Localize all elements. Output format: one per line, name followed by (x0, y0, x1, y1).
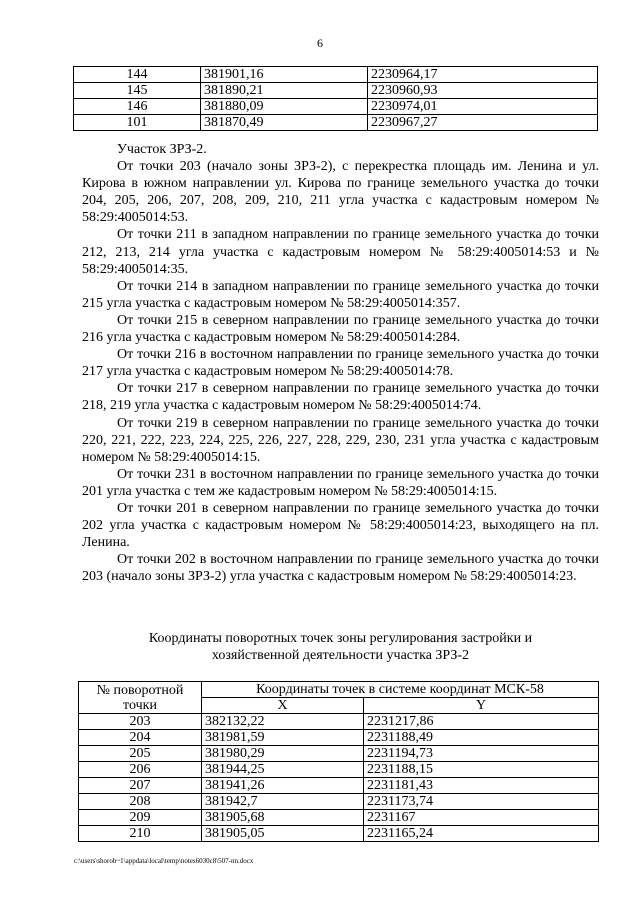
section-paragraph: От точки 214 в западном направлении по границе земельного участка до точки 215 угла участка с кадастровым номером № 58:29:4005014:357. (82, 278, 599, 311)
top-coordinates-table (73, 66, 598, 131)
x-coordinate-cell: 381901,16 (201, 67, 368, 83)
table-row (74, 83, 598, 99)
zrz-2-coordinates-table (78, 681, 599, 842)
section-paragraph: От точки 215 в северном направлении по границе земельного участка до точки 216 угла участка с кадастровым номером № 58:29:4005014:284. (82, 312, 599, 346)
x-coordinate-cell: 381941,26 (202, 778, 364, 794)
y-coordinate-cell: 2230960,93 (368, 83, 598, 99)
section-paragraph: От точки 217 в северном направлении по границе земельного участка до точки 218, 219 угла участка с кадастровым номером № 58:29:4005014:74. (82, 381, 599, 414)
point-number-cell: 145 (74, 83, 201, 99)
x-coordinate-cell: 381905,68 (202, 810, 364, 826)
y-coordinate-cell: 2231217,86 (364, 714, 599, 730)
section-paragraph: От точки 201 в северном направлении по границе земельного участка до точки 202 угла участка с кадастровым номером № 58:29:4005014:23, выходящего на пл. Ленина. (82, 500, 599, 551)
section-zrz-2 (82, 141, 599, 585)
section-paragraph: От точки 231 в восточном направлении по границе земельного участка до точки 201 угла участка с тем же кадастровым номером № 58:29:4005014:15. (82, 466, 599, 499)
x-coordinate-cell: 381942,7 (202, 794, 364, 810)
table-row (79, 746, 599, 762)
table-row (79, 730, 599, 746)
x-coordinate-cell: 381880,09 (201, 99, 368, 115)
y-coordinate-cell: 2231167 (364, 810, 599, 826)
point-number-cell: 146 (74, 99, 201, 115)
table-row (79, 762, 599, 778)
table-row (79, 778, 599, 794)
table-row (79, 714, 599, 730)
file-path-footer: c:\users\shorob~1\appdata\local\temp\notes6030c8\507-nn.docx (74, 857, 254, 865)
point-number-cell: 203 (79, 714, 202, 730)
x-coordinate-cell: 381890,21 (201, 83, 368, 99)
point-number-cell: 210 (79, 826, 202, 842)
point-number-cell: 205 (79, 746, 202, 762)
header-y: Y (364, 698, 599, 714)
y-coordinate-cell: 2231194,73 (364, 746, 599, 762)
point-number-cell: 206 (79, 762, 202, 778)
section-paragraph: От точки 216 в восточном направлении по границе земельного участка до точки 217 угла участка с кадастровым номером № 58:29:4005014:78. (82, 347, 599, 380)
header-coordinate-system: Координаты точек в системе координат МСК-58 (202, 682, 599, 698)
point-number-cell: 208 (79, 794, 202, 810)
x-coordinate-cell: 381905,05 (202, 826, 364, 842)
y-coordinate-cell: 2231188,49 (364, 730, 599, 746)
y-coordinate-cell: 2230964,17 (368, 67, 598, 83)
y-coordinate-cell: 2231181,43 (364, 778, 599, 794)
y-coordinate-cell: 2231173,74 (364, 794, 599, 810)
header-point-number: № поворотной точки (79, 682, 202, 714)
point-number-cell: 144 (74, 67, 201, 83)
x-coordinate-cell: 381981,59 (202, 730, 364, 746)
page-number: 6 (317, 36, 323, 50)
point-number-cell: 204 (79, 730, 202, 746)
x-coordinate-cell: 382132,22 (202, 714, 364, 730)
header-x: X (202, 698, 364, 714)
section-heading: Участок ЗРЗ-2. (117, 142, 207, 157)
y-coordinate-cell: 2231188,15 (364, 762, 599, 778)
caption-line-1: Координаты поворотных точек зоны регулирования застройки и (148, 631, 533, 646)
table-row (74, 99, 598, 115)
section-paragraph: От точки 211 в западном направлении по границе земельного участка до точки 212, 213, 214 угла участка с кадастровым номером № 58:29:4005014:53 и № 58:29:4005014:35. (82, 227, 599, 277)
table-row (74, 67, 598, 83)
point-number-cell: 209 (79, 810, 202, 826)
table-row (79, 794, 599, 810)
section-paragraph: От точки 219 в северном направлении по границе земельного участка до точки 220, 221, 222, 223, 224, 225, 226, 227, 228, 229, 230, 231 угла участка с кадастровым номером № 58:29:4005014:15. (82, 415, 599, 465)
table-row (74, 115, 598, 131)
x-coordinate-cell: 381980,29 (202, 746, 364, 762)
point-number-cell: 101 (74, 115, 201, 131)
x-coordinate-cell: 381870,49 (201, 115, 368, 131)
section-paragraph: От точки 202 в восточном направлении по границе земельного участка до точки 203 (начало зоны ЗРЗ-2) угла участка с кадастровым номером № 58:29:4005014:23. (82, 552, 599, 585)
table-row (79, 826, 599, 842)
y-coordinate-cell: 2231165,24 (364, 826, 599, 842)
point-number-cell: 207 (79, 778, 202, 794)
table-caption (82, 630, 599, 664)
section-paragraph: От точки 203 (начало зоны ЗРЗ-2), с перекрестка площадь им. Ленина и ул. Кирова в южном направлении ул. Кирова по границе земельного участка до точки 204, 205, 206, 207, 208, 209, 210, 211 угла участка с кадастровым номером № 58:29:4005014:53. (82, 159, 599, 226)
caption-line-2: хозяйственной деятельности участка ЗРЗ-2 (211, 648, 470, 663)
x-coordinate-cell: 381944,25 (202, 762, 364, 778)
y-coordinate-cell: 2230974,01 (368, 99, 598, 115)
y-coordinate-cell: 2230967,27 (368, 115, 598, 131)
table-row (79, 810, 599, 826)
